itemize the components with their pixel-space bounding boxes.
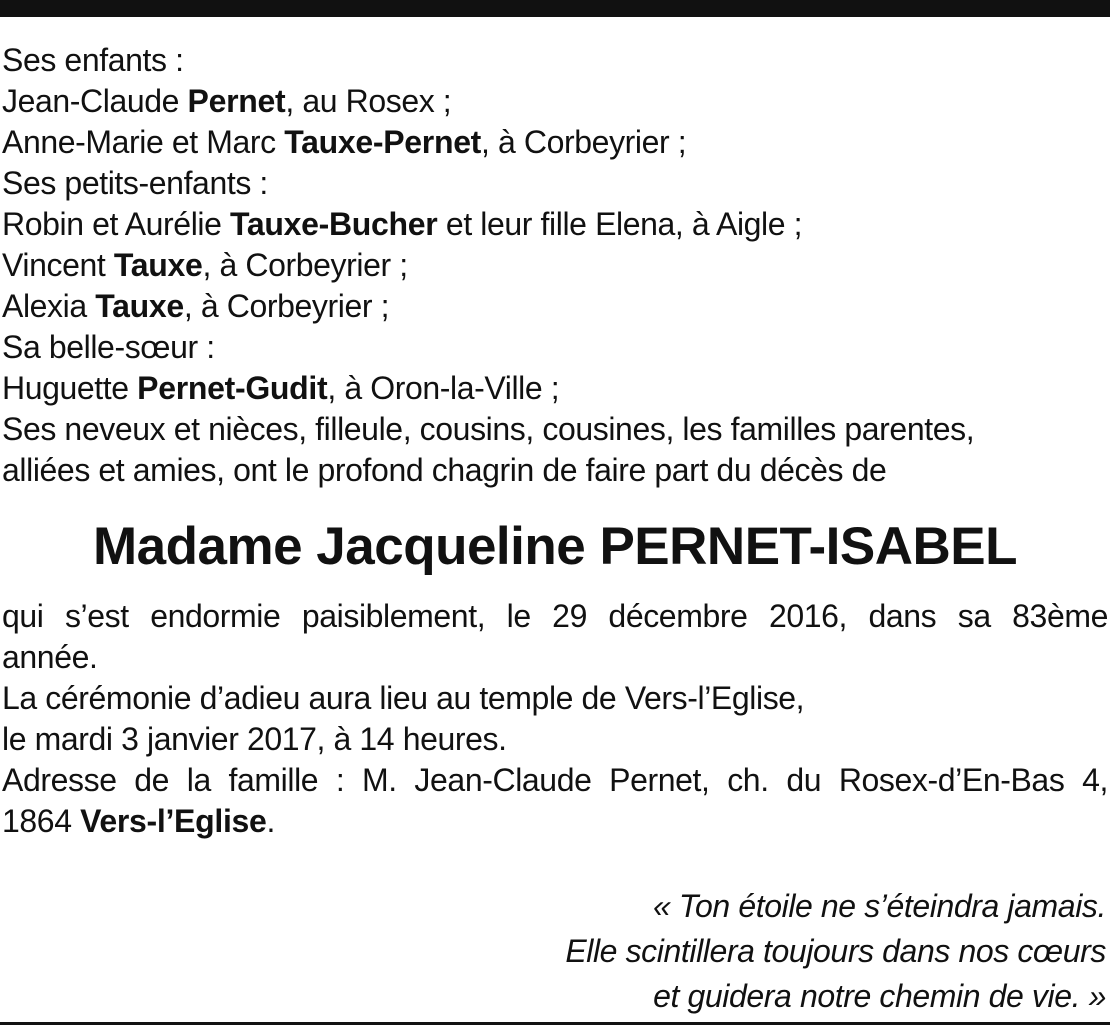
- child-2-suffix: , à Corbeyrier ;: [481, 124, 687, 160]
- quote-line-1: « Ton étoile ne s’éteindra jamais.: [652, 888, 1106, 924]
- grandchild-1-prefix: Robin et Aurélie: [2, 206, 231, 242]
- grandchildren-heading: Ses petits-enfants :: [2, 165, 268, 201]
- grandchild-3-suffix: , à Corbeyrier ;: [183, 288, 390, 324]
- closing-quote: [406, 884, 1106, 1019]
- sister-in-law-suffix: , à Oron-la-Ville ;: [327, 370, 560, 406]
- sister-in-law-heading: Sa belle-sœur :: [2, 329, 215, 365]
- quote-line-3: et guidera notre chemin de vie. »: [653, 978, 1106, 1014]
- children-heading: Ses enfants :: [2, 42, 184, 78]
- bottom-rule: [0, 1022, 1110, 1025]
- announcement-details: [2, 596, 1108, 842]
- child-1-suffix: , au Rosex ;: [285, 83, 452, 119]
- relatives-line-2: alliées et amies, ont le profond chagrin de faire part du décès de: [2, 452, 887, 488]
- grandchild-1-suffix: et leur fille Elena, à Aigle ;: [437, 206, 803, 242]
- address-line-2: [2, 801, 1108, 842]
- child-1-name: Pernet: [187, 83, 286, 119]
- address-postcode: 1864: [2, 803, 81, 839]
- grandchild-2-suffix: , à Corbeyrier ;: [202, 247, 408, 283]
- child-2-prefix: Anne-Marie et Marc: [2, 124, 285, 160]
- address-period: .: [266, 803, 276, 839]
- top-rule: [0, 0, 1110, 17]
- relatives-line-1: Ses neveux et nièces, filleule, cousins, cousines, les familles parentes,: [2, 411, 975, 447]
- sister-in-law-line: [2, 368, 1108, 409]
- grandchild-3-name: Tauxe: [95, 288, 184, 324]
- grandchild-2-name: Tauxe: [113, 247, 203, 283]
- grandchild-3-prefix: Alexia: [2, 288, 96, 324]
- grandchild-2-line: [2, 245, 1108, 286]
- sister-in-law-name: Pernet-Gudit: [137, 370, 328, 406]
- ceremony-line-1: La cérémonie d’adieu aura lieu au temple de Vers-l’Eglise,: [2, 680, 805, 716]
- grandchild-2-prefix: Vincent: [2, 247, 114, 283]
- sister-in-law-prefix: Huguette: [2, 370, 138, 406]
- grandchild-1-line: [2, 204, 1108, 245]
- passing-line-1: qui s’est endormie paisiblement, le 29 décembre 2016, dans sa 83ème: [2, 598, 1108, 634]
- child-2-name: Tauxe-Pernet: [284, 124, 482, 160]
- child-1-line: [2, 81, 1108, 122]
- passing-line-2: année.: [2, 639, 98, 675]
- grandchild-1-name: Tauxe-Bucher: [230, 206, 438, 242]
- quote-line-2: Elle scintillera toujours dans nos cœurs: [565, 933, 1106, 969]
- address-line-1: Adresse de la famille : M. Jean-Claude Pernet, ch. du Rosex-d’En-Bas 4,: [2, 762, 1108, 798]
- family-list: [2, 40, 1108, 491]
- child-2-line: [2, 122, 1108, 163]
- deceased-name: Madame Jacqueline PERNET-ISABEL: [92, 517, 1018, 576]
- ceremony-line-2: le mardi 3 janvier 2017, à 14 heures.: [2, 721, 507, 757]
- grandchild-3-line: [2, 286, 1108, 327]
- address-town: Vers-l’Eglise: [80, 803, 267, 839]
- child-1-prefix: Jean-Claude: [2, 83, 188, 119]
